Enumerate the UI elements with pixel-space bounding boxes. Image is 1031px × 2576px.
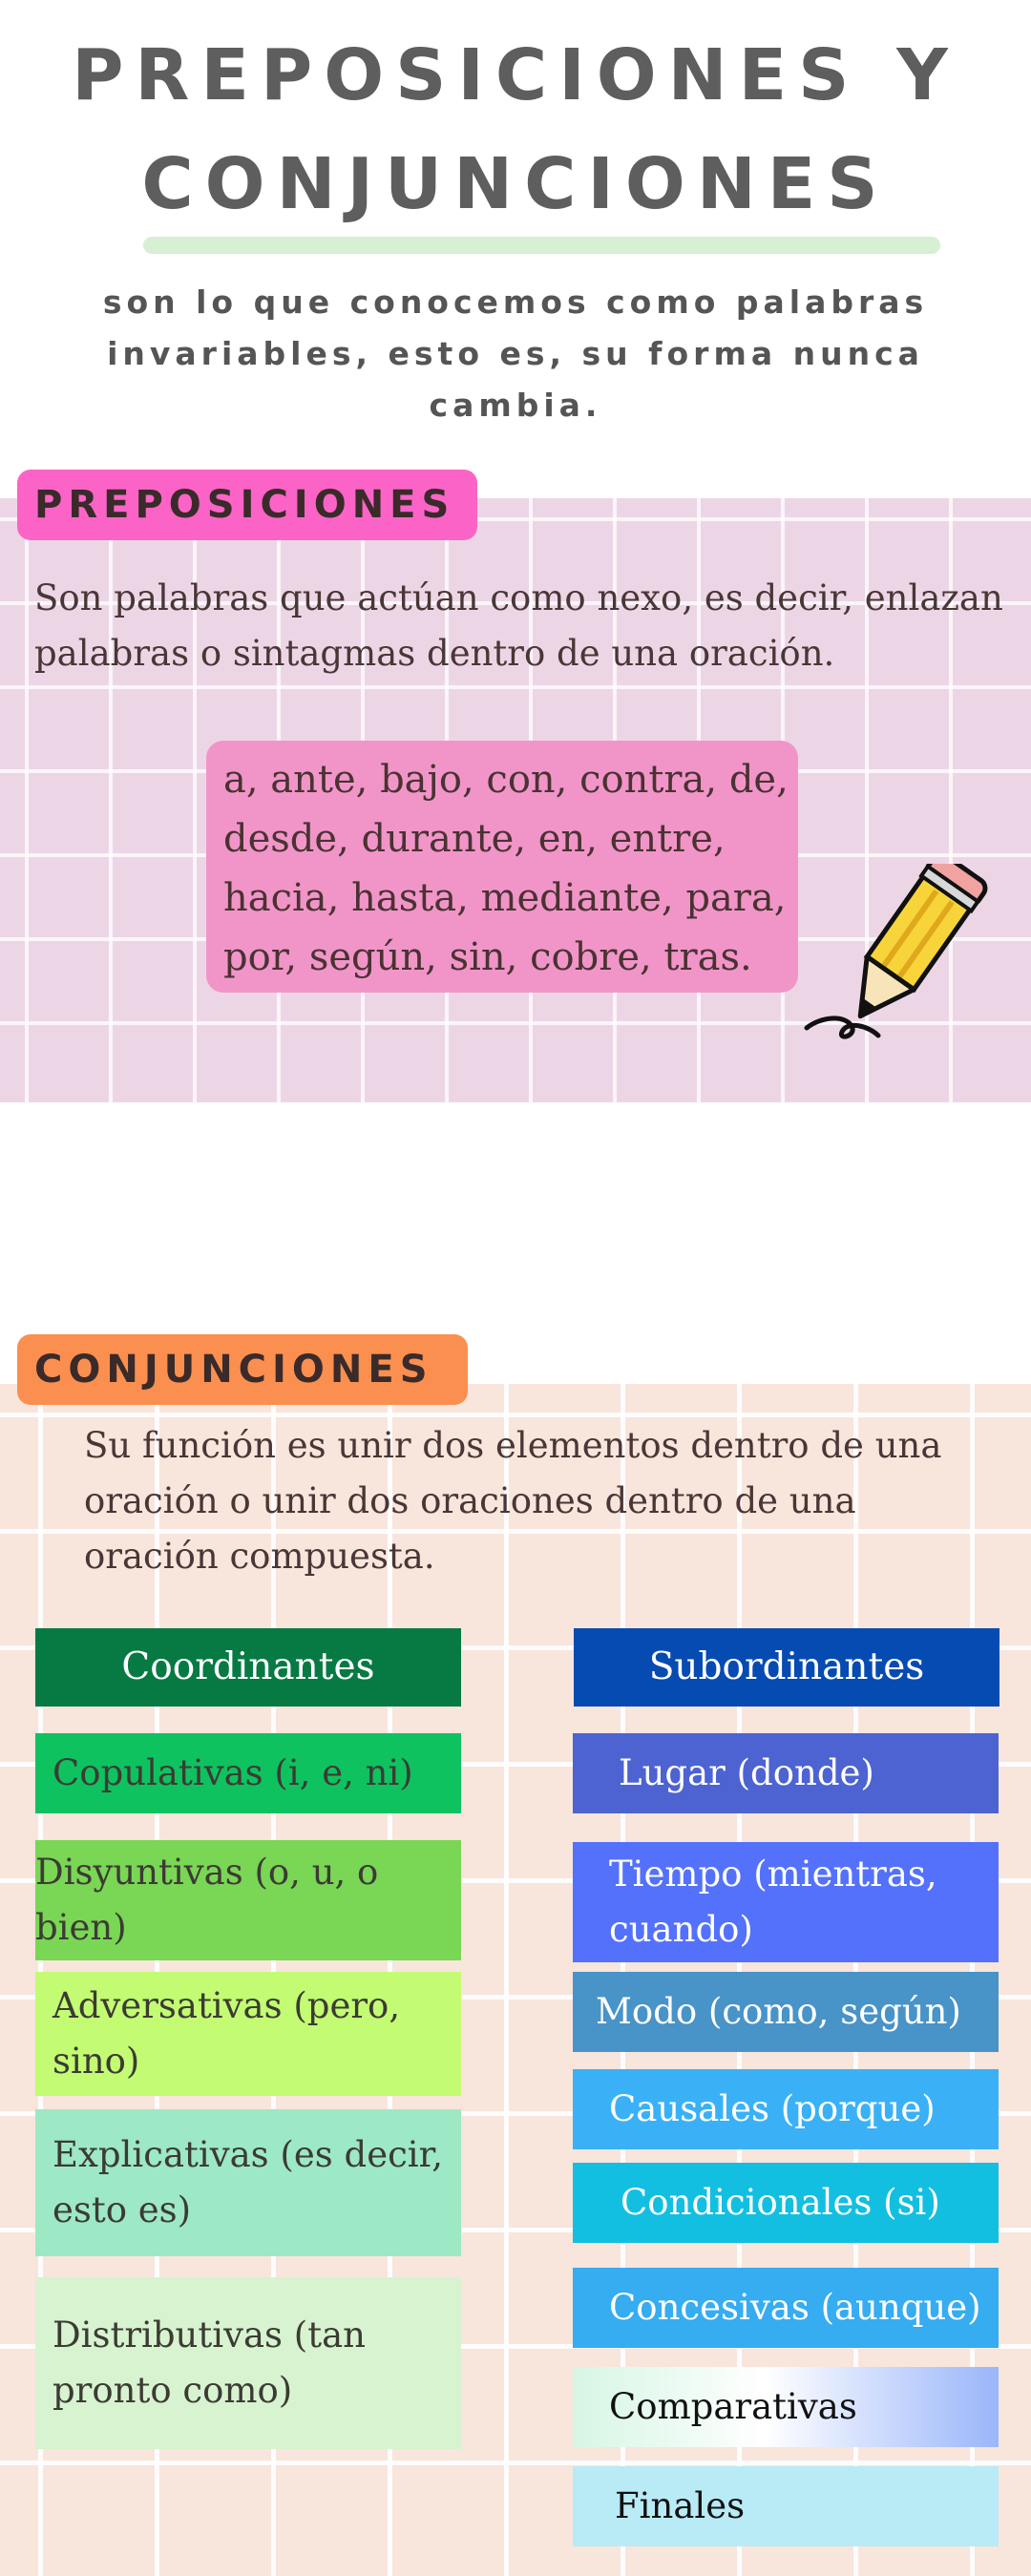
description-line: oración compuesta.: [84, 1536, 435, 1577]
coordinantes-header-label: Coordinantes: [121, 1645, 375, 1688]
item-text: Adversativas (pero,: [53, 1985, 401, 2026]
sub-item-concesivas: [573, 2268, 999, 2348]
list-line: desde, durante, en, entre,: [223, 817, 726, 861]
sub-item-condicionales: [573, 2163, 999, 2243]
description-line: Son palabras que actúan como nexo, es decir, enlazan: [34, 577, 1003, 618]
description-line: palabras o sintagmas dentro de una oración.: [34, 633, 835, 674]
item-text: Modo (como, según): [596, 1991, 961, 2032]
description-line: oración o unir dos oraciones dentro de una: [84, 1480, 856, 1521]
item-text: Finales: [615, 2485, 746, 2526]
subordinantes-header: [574, 1628, 999, 1707]
conjunciones-description: [84, 1418, 1000, 1584]
item-text: cuando): [609, 1909, 753, 1950]
item-text: Explicativas (es decir,: [53, 2134, 444, 2175]
item-text: bien): [35, 1907, 127, 1948]
conjunciones-tag: CONJUNCIONES: [17, 1334, 468, 1405]
page-title-line1: PREPOSICIONES Y: [72, 34, 959, 116]
preposiciones-list: [223, 750, 796, 987]
preposiciones-tag: PREPOSICIONES: [17, 470, 477, 540]
item-text: Disyuntivas (o, u, o: [35, 1852, 379, 1893]
list-line: por, según, sin, cobre, tras.: [223, 935, 752, 979]
subtitle: [95, 277, 936, 431]
list-line: hacia, hasta, mediante, para,: [223, 876, 787, 920]
sub-item-comparativas: [573, 2367, 999, 2447]
coord-item-disyuntivas: [35, 1840, 461, 1960]
sub-item-lugar: [573, 1733, 999, 1813]
sub-item-modo: [573, 1972, 999, 2052]
item-text: Condicionales (si): [621, 2182, 940, 2223]
list-line: a, ante, bajo, con, contra, de,: [223, 758, 789, 802]
subtitle-line: invariables, esto es, su forma nunca: [107, 335, 924, 372]
item-text: Copulativas (i, e, ni): [53, 1752, 413, 1793]
preposiciones-description: [34, 571, 1018, 681]
coord-item-copulativas: [35, 1733, 461, 1813]
page-title-line2: CONJUNCIONES: [141, 143, 890, 225]
coord-item-explicativas: [35, 2109, 461, 2256]
coord-item-distributivas: [35, 2277, 461, 2449]
item-text: Distributivas (tan: [53, 2314, 366, 2356]
pencil-icon: [802, 864, 1012, 1055]
sub-item-tiempo: [573, 1842, 999, 1962]
item-text: Concesivas (aunque): [609, 2287, 981, 2328]
subtitle-line: cambia.: [429, 387, 602, 424]
sub-item-finales: [573, 2466, 999, 2546]
item-text: Comparativas: [609, 2386, 857, 2427]
sub-item-causales: [573, 2069, 999, 2149]
coord-item-adversativas: [35, 1972, 461, 2096]
item-text: Lugar (donde): [619, 1752, 874, 1793]
item-text: Tiempo (mientras,: [609, 1853, 937, 1895]
title-underline: [143, 237, 940, 254]
item-text: esto es): [53, 2189, 192, 2230]
subordinantes-header-label: Subordinantes: [648, 1645, 925, 1688]
item-text: pronto como): [53, 2370, 293, 2411]
item-text: Causales (porque): [609, 2088, 936, 2129]
subtitle-line: son lo que conocemos como palabras: [102, 283, 929, 321]
description-line: Su función es unir dos elementos dentro de una: [84, 1425, 942, 1466]
item-text: sino): [53, 2041, 140, 2082]
coordinantes-header: [35, 1628, 461, 1707]
